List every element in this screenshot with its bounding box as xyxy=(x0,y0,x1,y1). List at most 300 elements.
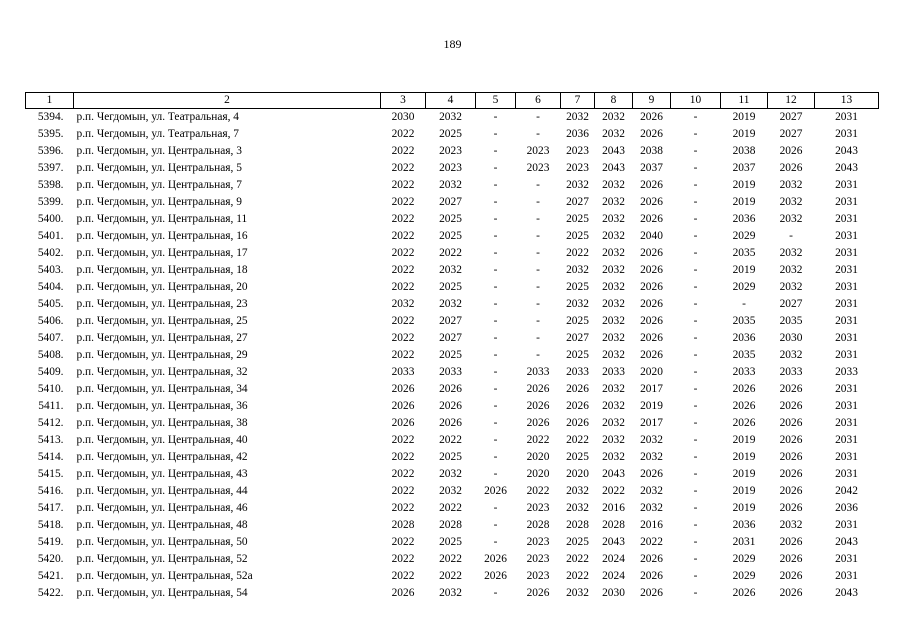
year-cell: - xyxy=(693,247,698,259)
year-cell: 2019 xyxy=(732,451,756,463)
year-cell: - xyxy=(693,485,698,497)
year-cell: 2032 xyxy=(602,213,625,225)
column-header: 4 xyxy=(426,93,476,109)
year-cell: - xyxy=(693,315,698,327)
year-cell: 2026 xyxy=(779,485,803,497)
column-header: 6 xyxy=(516,93,561,109)
year-cell: 2031 xyxy=(835,332,858,344)
year-cell: 2026 xyxy=(439,383,462,395)
year-cell: 2027 xyxy=(439,332,462,344)
year-cell: - xyxy=(536,264,540,276)
year-cell: 2027 xyxy=(439,315,462,327)
table-row xyxy=(26,398,879,415)
year-cell: 2028 xyxy=(439,519,462,531)
year-cell: 2026 xyxy=(640,264,663,276)
year-cell: 2022 xyxy=(439,247,462,259)
year-cell: 2022 xyxy=(439,553,462,565)
year-cell: 2026 xyxy=(640,213,663,225)
year-cell: 2029 xyxy=(732,230,756,242)
table-header-row xyxy=(26,93,879,109)
year-cell: 2022 xyxy=(602,485,625,497)
address-cell: р.п. Чегдомын, ул. Центральная, 16 xyxy=(76,230,248,242)
year-cell: 2022 xyxy=(391,315,415,327)
year-cell: - xyxy=(536,111,540,123)
year-cell: - xyxy=(493,417,498,429)
year-cell: 2026 xyxy=(640,332,663,344)
year-cell: 2032 xyxy=(566,502,589,514)
year-cell: 2026 xyxy=(732,587,756,599)
year-cell: 2019 xyxy=(732,468,756,480)
year-cell: - xyxy=(693,145,698,157)
year-cell: 2019 xyxy=(732,128,756,140)
row-number-cell: 5421. xyxy=(37,570,64,582)
year-cell: - xyxy=(493,366,498,378)
year-cell: 2031 xyxy=(835,111,858,123)
year-cell: 2022 xyxy=(391,451,415,463)
year-cell: - xyxy=(493,179,498,191)
year-cell: 2028 xyxy=(526,519,550,531)
row-number-cell: 5415. xyxy=(37,468,64,480)
row-number-cell: 5399. xyxy=(37,196,64,208)
address-cell: р.п. Чегдомын, ул. Центральная, 52а xyxy=(76,570,253,582)
table-row xyxy=(26,347,879,364)
year-cell: 2038 xyxy=(732,145,756,157)
year-cell: 2032 xyxy=(566,485,589,497)
year-cell: - xyxy=(493,587,498,599)
year-cell: 2031 xyxy=(835,553,858,565)
year-cell: - xyxy=(493,162,498,174)
year-cell: 2025 xyxy=(439,213,462,225)
year-cell: 2023 xyxy=(526,162,550,174)
year-cell: - xyxy=(536,332,540,344)
year-cell: 2026 xyxy=(640,179,663,191)
year-cell: - xyxy=(693,519,698,531)
year-cell: 2022 xyxy=(391,502,415,514)
table-row xyxy=(26,330,879,347)
column-header: 12 xyxy=(768,93,815,109)
year-cell: 2022 xyxy=(391,485,415,497)
year-cell: 2040 xyxy=(640,230,663,242)
year-cell: - xyxy=(493,128,498,140)
address-cell: р.п. Чегдомын, ул. Центральная, 18 xyxy=(76,264,248,276)
year-cell: 2036 xyxy=(732,213,756,225)
year-cell: 2026 xyxy=(640,111,663,123)
year-cell: 2026 xyxy=(640,349,663,361)
column-header: 2 xyxy=(74,93,381,109)
column-header: 1 xyxy=(26,93,74,109)
year-cell: 2032 xyxy=(439,298,462,310)
row-number-cell: 5418. xyxy=(37,519,64,531)
year-cell: 2029 xyxy=(732,570,756,582)
year-cell: 2016 xyxy=(602,502,625,514)
year-cell: 2026 xyxy=(391,587,415,599)
year-cell: 2032 xyxy=(602,417,625,429)
year-cell: 2026 xyxy=(484,570,507,582)
year-cell: 2032 xyxy=(602,400,625,412)
year-cell: - xyxy=(493,213,498,225)
year-cell: - xyxy=(693,179,698,191)
year-cell: 2033 xyxy=(779,366,803,378)
year-cell: 2024 xyxy=(602,570,625,582)
year-cell: 2022 xyxy=(526,434,550,446)
year-cell: 2032 xyxy=(602,451,625,463)
table-row xyxy=(26,177,879,194)
year-cell: 2023 xyxy=(566,162,589,174)
year-cell: 2026 xyxy=(779,468,803,480)
year-cell: 2026 xyxy=(732,417,756,429)
year-cell: 2027 xyxy=(566,196,589,208)
year-cell: 2033 xyxy=(566,366,589,378)
year-cell: - xyxy=(493,451,498,463)
year-cell: 2026 xyxy=(779,400,803,412)
row-number-cell: 5401. xyxy=(37,230,64,242)
year-cell: 2022 xyxy=(391,332,415,344)
table-row xyxy=(26,483,879,500)
table-row xyxy=(26,262,879,279)
year-cell: 2019 xyxy=(732,179,756,191)
year-cell: 2031 xyxy=(835,298,858,310)
year-cell: - xyxy=(536,196,540,208)
year-cell: 2026 xyxy=(640,570,663,582)
table-row xyxy=(26,109,879,127)
page-number: 189 xyxy=(443,37,462,51)
year-cell: 2031 xyxy=(835,247,858,259)
year-cell: 2019 xyxy=(640,400,663,412)
row-number-cell: 5416. xyxy=(37,485,64,497)
year-cell: - xyxy=(536,298,540,310)
address-cell: р.п. Чегдомын, ул. Центральная, 3 xyxy=(76,145,242,157)
year-cell: 2025 xyxy=(439,128,462,140)
year-cell: 2033 xyxy=(391,366,415,378)
year-cell: 2022 xyxy=(391,536,415,548)
year-cell: 2024 xyxy=(602,553,625,565)
address-cell: р.п. Чегдомын, ул. Центральная, 52 xyxy=(76,553,248,565)
table-row xyxy=(26,364,879,381)
year-cell: 2032 xyxy=(779,213,803,225)
table-row xyxy=(26,534,879,551)
row-number-cell: 5412. xyxy=(37,417,64,429)
address-cell: р.п. Чегдомын, ул. Центральная, 38 xyxy=(76,417,248,429)
year-cell: 2032 xyxy=(640,451,663,463)
year-cell: 2025 xyxy=(566,536,589,548)
year-cell: - xyxy=(493,332,498,344)
year-cell: - xyxy=(693,298,698,310)
year-cell: - xyxy=(693,536,698,548)
year-cell: 2023 xyxy=(439,162,462,174)
year-cell: 2031 xyxy=(835,417,858,429)
year-cell: 2026 xyxy=(640,196,663,208)
year-cell: 2030 xyxy=(602,587,625,599)
year-cell: 2031 xyxy=(835,128,858,140)
year-cell: 2031 xyxy=(835,213,858,225)
year-cell: 2025 xyxy=(439,536,462,548)
year-cell: 2017 xyxy=(640,383,663,395)
address-cell: р.п. Чегдомын, ул. Центральная, 9 xyxy=(76,196,242,208)
table-row xyxy=(26,415,879,432)
address-cell: р.п. Чегдомын, ул. Центральная, 23 xyxy=(76,298,248,310)
year-cell: 2032 xyxy=(602,332,625,344)
year-cell: 2022 xyxy=(391,179,415,191)
year-cell: - xyxy=(536,179,540,191)
table-row xyxy=(26,143,879,160)
year-cell: - xyxy=(493,434,498,446)
year-cell: 2028 xyxy=(602,519,625,531)
year-cell: 2032 xyxy=(439,468,462,480)
row-number-cell: 5410. xyxy=(37,383,64,395)
year-cell: - xyxy=(693,383,698,395)
year-cell: 2033 xyxy=(732,366,756,378)
year-cell: - xyxy=(493,230,498,242)
column-header: 11 xyxy=(721,93,768,109)
year-cell: 2026 xyxy=(779,434,803,446)
column-header: 13 xyxy=(815,93,879,109)
year-cell: 2025 xyxy=(566,315,589,327)
year-cell: - xyxy=(693,230,698,242)
year-cell: 2026 xyxy=(779,145,803,157)
year-cell: 2032 xyxy=(439,587,462,599)
year-cell: - xyxy=(493,145,498,157)
year-cell: 2031 xyxy=(835,196,858,208)
year-cell: 2037 xyxy=(732,162,756,174)
year-cell: 2026 xyxy=(391,417,415,429)
table-row xyxy=(26,245,879,262)
year-cell: 2026 xyxy=(526,417,550,429)
year-cell: 2022 xyxy=(526,485,550,497)
year-cell: 2036 xyxy=(835,502,858,514)
year-cell: 2026 xyxy=(779,536,803,548)
table-row xyxy=(26,585,879,602)
year-cell: 2022 xyxy=(391,468,415,480)
year-cell: 2022 xyxy=(391,247,415,259)
year-cell: 2032 xyxy=(439,179,462,191)
year-cell: 2032 xyxy=(566,111,589,123)
year-cell: 2032 xyxy=(439,111,462,123)
year-cell: 2025 xyxy=(566,281,589,293)
year-cell: 2033 xyxy=(835,366,858,378)
year-cell: 2032 xyxy=(391,298,415,310)
year-cell: 2023 xyxy=(526,553,550,565)
year-cell: 2023 xyxy=(566,145,589,157)
address-cell: р.п. Чегдомын, ул. Центральная, 5 xyxy=(76,162,242,174)
address-cell: р.п. Чегдомын, ул. Центральная, 17 xyxy=(76,247,248,259)
row-number-cell: 5400. xyxy=(37,213,64,225)
year-cell: 2032 xyxy=(566,298,589,310)
year-cell: 2029 xyxy=(732,553,756,565)
year-cell: 2031 xyxy=(835,281,858,293)
column-header: 3 xyxy=(381,93,426,109)
column-header: 8 xyxy=(595,93,633,109)
year-cell: 2022 xyxy=(640,536,663,548)
table-row xyxy=(26,551,879,568)
year-cell: 2026 xyxy=(779,570,803,582)
year-cell: 2023 xyxy=(439,145,462,157)
year-cell: 2043 xyxy=(835,145,858,157)
year-cell: 2026 xyxy=(732,383,756,395)
year-cell: 2032 xyxy=(779,349,803,361)
address-cell: р.п. Чегдомын, ул. Центральная, 7 xyxy=(76,179,242,191)
year-cell: 2026 xyxy=(640,468,663,480)
address-cell: р.п. Чегдомын, ул. Центральная, 48 xyxy=(76,519,248,531)
year-cell: 2022 xyxy=(439,502,462,514)
year-cell: 2032 xyxy=(779,247,803,259)
table-body xyxy=(26,109,879,603)
year-cell: 2032 xyxy=(779,281,803,293)
year-cell: - xyxy=(536,247,540,259)
year-cell: - xyxy=(493,315,498,327)
year-cell: 2020 xyxy=(566,468,589,480)
year-cell: 2031 xyxy=(835,400,858,412)
year-cell: 2026 xyxy=(640,247,663,259)
row-number-cell: 5420. xyxy=(37,553,64,565)
year-cell: - xyxy=(493,536,498,548)
year-cell: 2025 xyxy=(566,349,589,361)
year-cell: 2022 xyxy=(439,434,462,446)
year-cell: 2031 xyxy=(835,349,858,361)
address-cell: р.п. Чегдомын, ул. Центральная, 32 xyxy=(76,366,248,378)
row-number-cell: 5402. xyxy=(37,247,64,259)
year-cell: - xyxy=(693,332,698,344)
year-cell: - xyxy=(693,366,698,378)
address-cell: р.п. Чегдомын, ул. Центральная, 50 xyxy=(76,536,248,548)
year-cell: - xyxy=(693,502,698,514)
year-cell: - xyxy=(493,468,498,480)
year-cell: 2026 xyxy=(526,400,550,412)
table-row xyxy=(26,313,879,330)
address-cell: р.п. Чегдомын, ул. Центральная, 54 xyxy=(76,587,248,599)
year-cell: - xyxy=(493,400,498,412)
row-number-cell: 5395. xyxy=(37,128,64,140)
year-cell: 2036 xyxy=(566,128,589,140)
year-cell: 2022 xyxy=(391,264,415,276)
year-cell: 2030 xyxy=(779,332,803,344)
year-cell: 2026 xyxy=(526,383,550,395)
year-cell: 2032 xyxy=(602,434,625,446)
year-cell: 2031 xyxy=(835,264,858,276)
year-cell: 2032 xyxy=(602,179,625,191)
year-cell: - xyxy=(693,400,698,412)
row-number-cell: 5414. xyxy=(37,451,64,463)
year-cell: 2035 xyxy=(732,315,756,327)
year-cell: 2022 xyxy=(391,213,415,225)
year-cell: 2022 xyxy=(391,281,415,293)
year-cell: 2025 xyxy=(439,230,462,242)
year-cell: - xyxy=(493,519,498,531)
year-cell: 2026 xyxy=(640,281,663,293)
year-cell: 2032 xyxy=(602,111,625,123)
row-number-cell: 5405. xyxy=(37,298,64,310)
year-cell: 2026 xyxy=(566,383,589,395)
row-number-cell: 5397. xyxy=(37,162,64,174)
year-cell: 2020 xyxy=(640,366,663,378)
column-header: 10 xyxy=(671,93,721,109)
year-cell: 2032 xyxy=(640,434,663,446)
address-cell: р.п. Чегдомын, ул. Центральная, 20 xyxy=(76,281,248,293)
address-cell: р.п. Чегдомын, ул. Центральная, 46 xyxy=(76,502,248,514)
year-cell: 2038 xyxy=(640,145,663,157)
year-cell: - xyxy=(536,281,540,293)
year-cell: 2032 xyxy=(602,315,625,327)
year-cell: 2037 xyxy=(640,162,663,174)
year-cell: 2017 xyxy=(640,417,663,429)
year-cell: - xyxy=(536,230,540,242)
table-row xyxy=(26,211,879,228)
year-cell: 2031 xyxy=(835,468,858,480)
table-row xyxy=(26,126,879,143)
table-row xyxy=(26,568,879,585)
row-number-cell: 5409. xyxy=(37,366,64,378)
year-cell: 2025 xyxy=(566,451,589,463)
year-cell: - xyxy=(493,247,498,259)
row-number-cell: 5413. xyxy=(37,434,64,446)
year-cell: 2019 xyxy=(732,111,756,123)
year-cell: 2032 xyxy=(779,264,803,276)
year-cell: 2032 xyxy=(602,281,625,293)
year-cell: 2028 xyxy=(566,519,589,531)
address-cell: р.п. Чегдомын, ул. Театральная, 7 xyxy=(76,128,240,140)
year-cell: 2027 xyxy=(779,111,803,123)
year-cell: 2031 xyxy=(732,536,756,548)
year-cell: 2043 xyxy=(835,536,858,548)
year-cell: 2027 xyxy=(439,196,462,208)
year-cell: 2022 xyxy=(566,570,589,582)
year-cell: 2026 xyxy=(640,298,663,310)
year-cell: 2032 xyxy=(602,128,625,140)
table-row xyxy=(26,279,879,296)
column-header: 5 xyxy=(476,93,516,109)
year-cell: 2026 xyxy=(484,485,507,497)
year-cell: 2026 xyxy=(640,587,663,599)
year-cell: 2031 xyxy=(835,179,858,191)
year-cell: 2026 xyxy=(779,451,803,463)
year-cell: - xyxy=(693,570,698,582)
year-cell: 2026 xyxy=(484,553,507,565)
year-cell: 2026 xyxy=(439,417,462,429)
table-row xyxy=(26,296,879,313)
year-cell: 2032 xyxy=(779,196,803,208)
year-cell: - xyxy=(493,111,498,123)
year-cell: - xyxy=(493,264,498,276)
year-cell: 2026 xyxy=(526,587,550,599)
year-cell: - xyxy=(493,281,498,293)
year-cell: - xyxy=(693,587,698,599)
year-cell: - xyxy=(693,111,698,123)
year-cell: 2033 xyxy=(602,366,625,378)
table-row xyxy=(26,160,879,177)
year-cell: 2036 xyxy=(732,519,756,531)
year-cell: - xyxy=(693,553,698,565)
year-cell: 2022 xyxy=(391,128,415,140)
year-cell: 2027 xyxy=(566,332,589,344)
year-cell: - xyxy=(693,451,698,463)
year-cell: 2030 xyxy=(391,111,415,123)
year-cell: 2026 xyxy=(439,400,462,412)
year-cell: 2019 xyxy=(732,502,756,514)
year-cell: 2026 xyxy=(779,502,803,514)
year-cell: 2026 xyxy=(391,383,415,395)
address-cell: р.п. Чегдомын, ул. Театральная, 4 xyxy=(76,111,240,123)
table-row xyxy=(26,449,879,466)
year-cell: 2019 xyxy=(732,264,756,276)
table-row xyxy=(26,432,879,449)
year-cell: 2022 xyxy=(391,349,415,361)
column-header: 9 xyxy=(633,93,671,109)
year-cell: 2026 xyxy=(640,128,663,140)
year-cell: 2019 xyxy=(732,196,756,208)
year-cell: 2023 xyxy=(526,502,550,514)
year-cell: - xyxy=(536,349,540,361)
year-cell: 2035 xyxy=(779,315,803,327)
year-cell: - xyxy=(536,128,540,140)
